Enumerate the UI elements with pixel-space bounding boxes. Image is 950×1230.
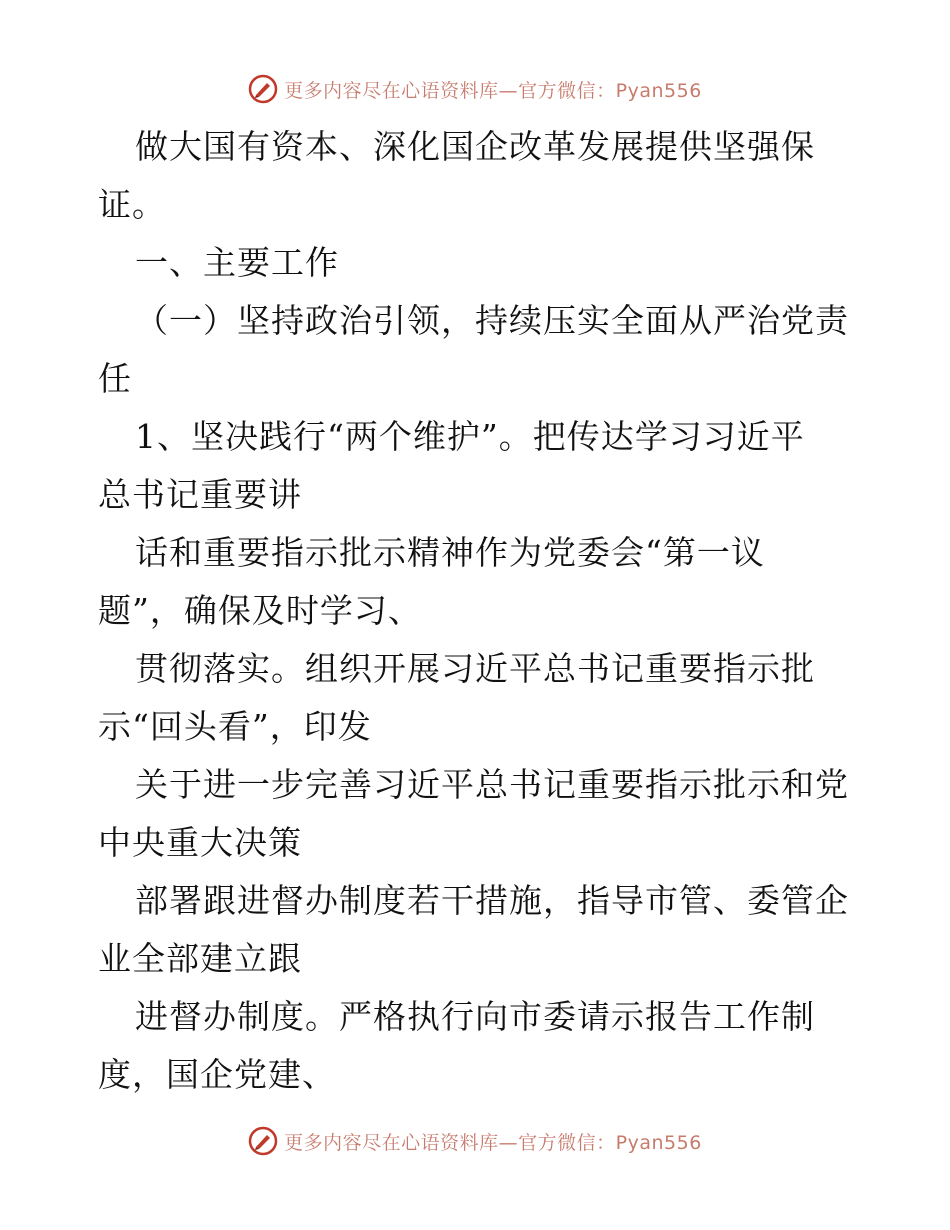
paragraph-line: 业全部建立跟 — [98, 939, 302, 978]
pen-logo-icon — [248, 74, 278, 104]
header-watermark — [0, 74, 950, 104]
pen-logo-icon — [248, 1126, 278, 1156]
subsection-heading: （一）坚持政治引领，持续压实全面从严治党责 — [135, 301, 849, 340]
paragraph-line: 进督办制度。严格执行向市委请示报告工作制 — [135, 997, 815, 1036]
paragraph-line: 话和重要指示批示精神作为党委会“第一议 — [135, 533, 765, 572]
paragraph-line: 部署跟进督办制度若干措施，指导市管、委管企 — [135, 881, 849, 920]
paragraph-line: 贯彻落实。组织开展习近平总书记重要指示批 — [135, 649, 815, 688]
paragraph-line: 示“回头看”，印发 — [98, 707, 372, 746]
paragraph-line: 证。 — [98, 185, 166, 224]
paragraph-line: 总书记重要讲 — [98, 475, 302, 514]
paragraph-line: 1、坚决践行“两个维护”。把传达学习习近平 — [135, 417, 805, 456]
paragraph-line: 中央重大决策 — [98, 823, 302, 862]
watermark-text: 更多内容尽在心语资料库—官方微信：Pyan556 — [284, 1131, 702, 1154]
document-body — [98, 118, 858, 1104]
paragraph-line: 关于进一步完善习近平总书记重要指示批示和党 — [135, 765, 849, 804]
paragraph-line: 度，国企党建、 — [98, 1055, 336, 1094]
subsection-heading-cont: 任 — [98, 359, 132, 398]
watermark-text: 更多内容尽在心语资料库—官方微信：Pyan556 — [284, 79, 702, 102]
footer-watermark — [0, 1126, 950, 1156]
section-heading: 一、主要工作 — [135, 243, 339, 282]
paragraph-line: 做大国有资本、深化国企改革发展提供坚强保 — [135, 127, 815, 166]
paragraph-line: 题”，确保及时学习、 — [98, 591, 422, 630]
